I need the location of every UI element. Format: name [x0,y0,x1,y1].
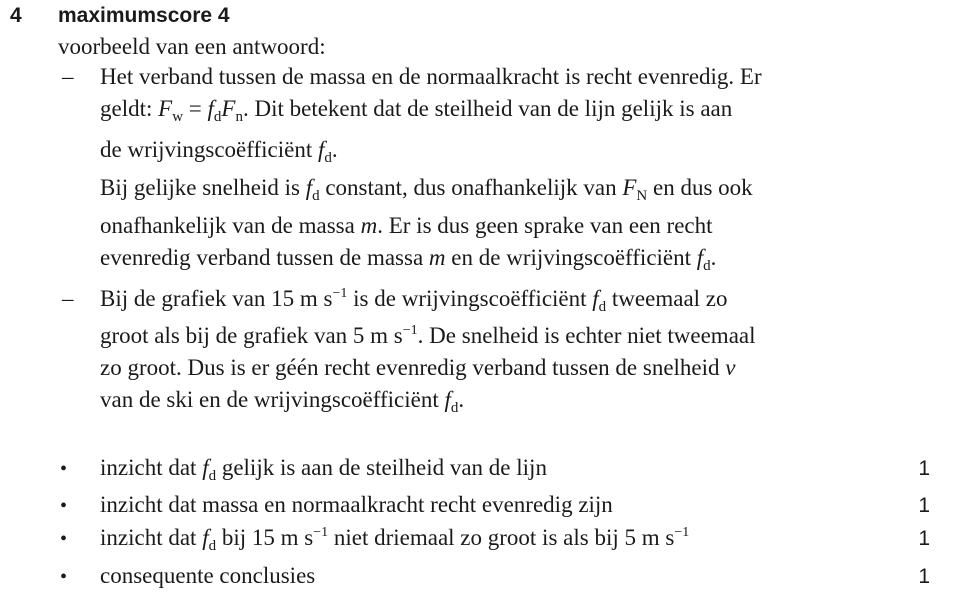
scoring-item-1: inzicht dat $f_d$ gelijk is aan de steilheid van de lijn [100,455,547,484]
bullet-marker-3: • [60,528,68,550]
p1-line-6: evenredig verband tussen de massa m en de wrijvingscoëfficiënt $f_d$. [100,245,717,274]
scoring-points-1: 1 [918,457,930,480]
p1-line-4: Bij gelijke snelheid is $f_d$ constant, dus onafhankelijk van $F_N$ en dus ook [100,175,753,204]
p1-line-1: Het verband tussen de massa en de normaalkracht is recht evenredig. Er [100,64,762,89]
p2-line-2: groot als bij de grafiek van 5 m $s^{-1}$. De snelheid is echter niet tweemaal [100,323,756,348]
p1-line-2: geldt: $F_w = f_dF_n$. Dit betekent dat de steilheid van de lijn gelijk is aan [100,96,733,125]
scoring-points-3: 1 [918,527,930,550]
bullet-marker-4: • [60,566,68,588]
p1-line-3: de wrijvingscoëfficiënt $f_d$. [100,137,338,166]
scoring-item-2: inzicht dat massa en normaalkracht recht evenredig zijn [100,492,613,517]
scoring-points-2: 1 [918,494,930,517]
scoring-item-4: consequente conclusies [100,563,316,588]
dash-marker-2: – [62,286,74,311]
p2-line-4: van de ski en de wrijvingscoëfficiënt $f_d$. [100,387,465,416]
dash-marker-1: – [62,64,74,89]
p2-line-3: zo groot. Dus is er géén recht evenredig verband tussen de snelheid v [100,355,736,380]
p2-line-1: Bij de grafiek van 15 m $s^{-1}$ is de wrijvingscoëfficiënt $f_d$ tweemaal zo [100,286,728,315]
scoring-points-4: 1 [918,565,930,588]
scoring-item-3: inzicht dat $f_d$ bij 15 m $s^{-1}$ niet driemaal zo groot is als bij 5 m $s^{-1}$ [100,525,690,554]
bullet-marker-2: • [60,495,68,517]
question-number: 4 [10,4,22,27]
p1-line-5: onafhankelijk van de massa m. Er is dus geen sprake van een recht [100,213,713,238]
intro-text: voorbeeld van een antwoord: [58,34,326,59]
bullet-marker-1: • [60,458,68,480]
question-title: maximumscore 4 [58,4,230,27]
